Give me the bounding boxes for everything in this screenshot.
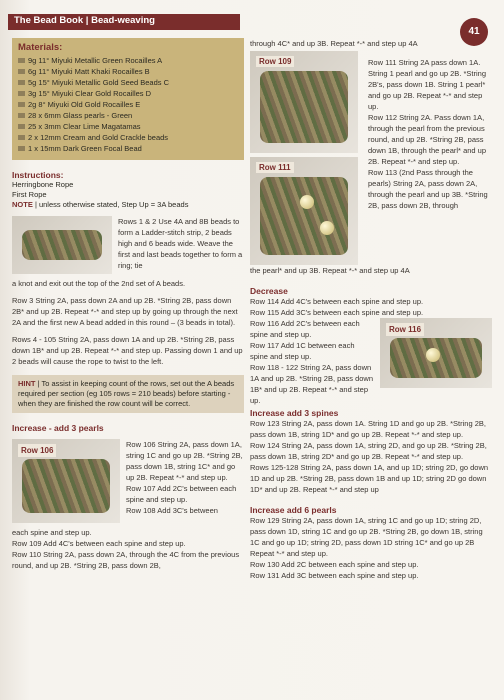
row-3-text: Row 3 String 2A, pass down 2A and up 2B. *String 2B, pass down 2B* and up 2B. Repeat *-* and step up by going up through the next 2A and the first new A bead added in this round – (3 beads in total). [12, 296, 238, 327]
row-130-text: Row 130 Add 2C between each spine and step up. [250, 560, 419, 569]
note-text: | unless otherwise stated, Step Up = 3A beads [34, 200, 189, 209]
hint-label: HINT [18, 379, 36, 388]
note-label: NOTE [12, 200, 33, 209]
right-column [250, 38, 492, 581]
row-109-photo-label: Row 109 [256, 56, 294, 67]
material-item: 9g 11° Miyuki Metallic Green Rocailles A [18, 55, 238, 66]
pearl-bead [300, 195, 314, 209]
row-106-photo-label: Row 106 [18, 444, 56, 457]
row-111-photo [250, 157, 358, 265]
row-116-text: Row 116 Add 2C's between each spine and step up. [250, 319, 360, 339]
pearl-bead [320, 221, 334, 235]
sub-heading-rope: Herringbone Rope [12, 180, 74, 189]
ladder-stitch-photo [12, 216, 112, 274]
material-item: 6g 11° Miyuki Matt Khaki Rocailles B [18, 66, 238, 77]
left-column [12, 38, 244, 571]
row-117-text: Row 117 Add 1C between each spine and step up. [250, 341, 355, 361]
row-114-text: Row 114 Add 4C's between each spine and step up. [250, 297, 424, 306]
row-107-text: Row 107 Add 2C's between each spine and step up. [126, 484, 237, 504]
increase-6-pearls-title: Increase add 6 pearls [250, 505, 337, 515]
materials-title: Materials: [18, 42, 63, 53]
pearl-photos-block [250, 51, 492, 265]
row-113-text: Row 113 (2nd Pass through the pearls) String 2A, pass down 2A, through the pearl and up 3B. *String 2B, pass down 2B, through [368, 168, 488, 210]
row-108-text: Row 108 Add 3C's between [126, 506, 218, 515]
hint-box [12, 375, 244, 413]
rows-1-2-text: Rows 1 & 2 Use 4A and 8B beads to form a Ladder-stitch strip, 2 beads high and 6 beads wide. Weave the first and last beads together to form a ring; tie [118, 217, 243, 270]
row-116-photo-label: Row 116 [386, 323, 424, 336]
row-106-text: Row 106 String 2A, pass down 1A, string 1C and go up 2B. *String 2B, pass down 1B, string 1C* and go up 2B. Repeat *-* and step up. [126, 440, 243, 482]
bead-rope-graphic [260, 177, 348, 255]
material-item: 2g 8° Miyuki Old Gold Rocailles E [18, 99, 238, 110]
row-129-text: Row 129 String 2A, pass down 1A, string 1C and go up 1D; string 2D, pass down 1D, string 1C and go up 2B. *String 2B, go down 1B, string 1C and go up 1D; string 2D, pass down 1D string 1C* and go up 2B Repeat *-* and step up. [250, 516, 483, 558]
material-item: 5g 15° Miyuki Metallic Gold Seed Beads C [18, 77, 238, 88]
material-item: 25 x 3mm Clear Lime Magatamas [18, 121, 238, 132]
row-112-text: Row 112 String 2A. Pass down 1A, through the pearl from the previous round, and up 2B. *String 2B, pass down 1B, through the pearl* and up 2B. Repeat *-* and step up. [368, 113, 487, 166]
top-continuation: through 4C* and up 3B. Repeat *-* and step up 4A [250, 39, 418, 48]
rows-4-105-text: Rows 4 - 105 String 2A, pass down 1A and up 2B. *String 2B, pass down 1B* and up 2B. Repeat *-* and step up. Passing down 1 and up 2 beads will cause the rope to twist to the left. [12, 335, 243, 366]
hint-text: | To assist in keeping count of the rows, set out the A beads required per section (eg 105 rows = 210 beads) before starting - when they are finished the row count will be correct. [18, 379, 235, 408]
row-123-text: Row 123 String 2A, pass down 1A. String 1D and go up 2B. *String 2B, pass down 1B, string 1D* and go up 2B. Repeat *-* and step up. [250, 419, 486, 439]
pearl-rows-text [368, 57, 492, 211]
page-header [0, 0, 504, 37]
row-115-text: Row 115 Add 3C's between each spine and step up. [250, 308, 424, 317]
book-title: The Bead Book | Bead-weaving [14, 15, 155, 26]
decrease-title: Decrease [250, 286, 288, 296]
material-item: 3g 15° Miyuki Clear Gold Rocailles D [18, 88, 238, 99]
rows-125-128-text: Rows 125-128 String 2A, pass down 1A, and up 1D; string 2D, go down 1D and up 2B. *String 2B, pass down 1B and up 1D; string 2D go down 1D* and up 2B. Repeat *-* and step up [250, 463, 489, 494]
increase-spines-title: Increase add 3 spines [250, 408, 339, 418]
materials-box [12, 38, 244, 160]
row-111-text: Row 111 String 2A pass down 1A. String 1 pearl and go up 2B. *String 2B's, pass down 1B. String 1 pearl* and go up 2B. Repeat *-* and step up. [368, 58, 486, 111]
row-108-cont: each spine and step up. [12, 528, 92, 537]
sub-heading-first-rope: First Rope [12, 190, 47, 199]
row-116-photo [380, 318, 492, 388]
rows-1-2-cont: a knot and exit out the top of the 2nd set of A beads. [12, 279, 186, 288]
material-item: 2 x 12mm Cream and Gold Crackle beads [18, 132, 238, 143]
decrease-block [250, 318, 492, 406]
row-131-text: Row 131 Add 3C between each spine and step up. [250, 571, 419, 580]
pearl-bead [426, 348, 440, 362]
bead-strip-graphic [22, 230, 102, 260]
rows-1-2-block [12, 216, 244, 278]
page-number: 41 [460, 18, 488, 46]
row-106-block [12, 439, 244, 527]
row-106-photo [12, 439, 120, 523]
bead-rope-graphic [260, 71, 348, 143]
row-109-photo [250, 51, 358, 153]
row-113-cont: the pearl* and up 3B. Repeat *-* and step up 4A [250, 266, 410, 275]
instructions-title: Instructions: [12, 170, 64, 180]
material-item: 28 x 6mm Glass pearls - Green [18, 110, 238, 121]
row-110-text: Row 110 String 2A, pass down 2A, through the 4C from the previous round, and up 2B. *String 2B, pass down 2B, [12, 550, 240, 570]
row-118-122-text: Row 118 - 122 String 2A, pass down 1A and up 2B. *String 2B, pass down 1B* and up 2B. Repeat *-* and step up. [250, 363, 373, 405]
note [12, 200, 244, 210]
row-111-photo-label: Row 111 [256, 162, 294, 173]
row-109-text: Row 109 Add 4C's between each spine and step up. [12, 539, 186, 548]
pearl-photos [250, 51, 362, 265]
row-124-text: Row 124 String 2A, pass down 1A, string 2D, and go up 2B. *String 2B, pass down 1B, string 2D* and go up 2B. Repeat *-* and step up. [250, 441, 487, 461]
increase-3-pearls-title: Increase - add 3 pearls [12, 423, 104, 433]
bead-rope-graphic [22, 459, 110, 513]
material-item: 1 x 15mm Dark Green Focal Bead [18, 143, 238, 154]
